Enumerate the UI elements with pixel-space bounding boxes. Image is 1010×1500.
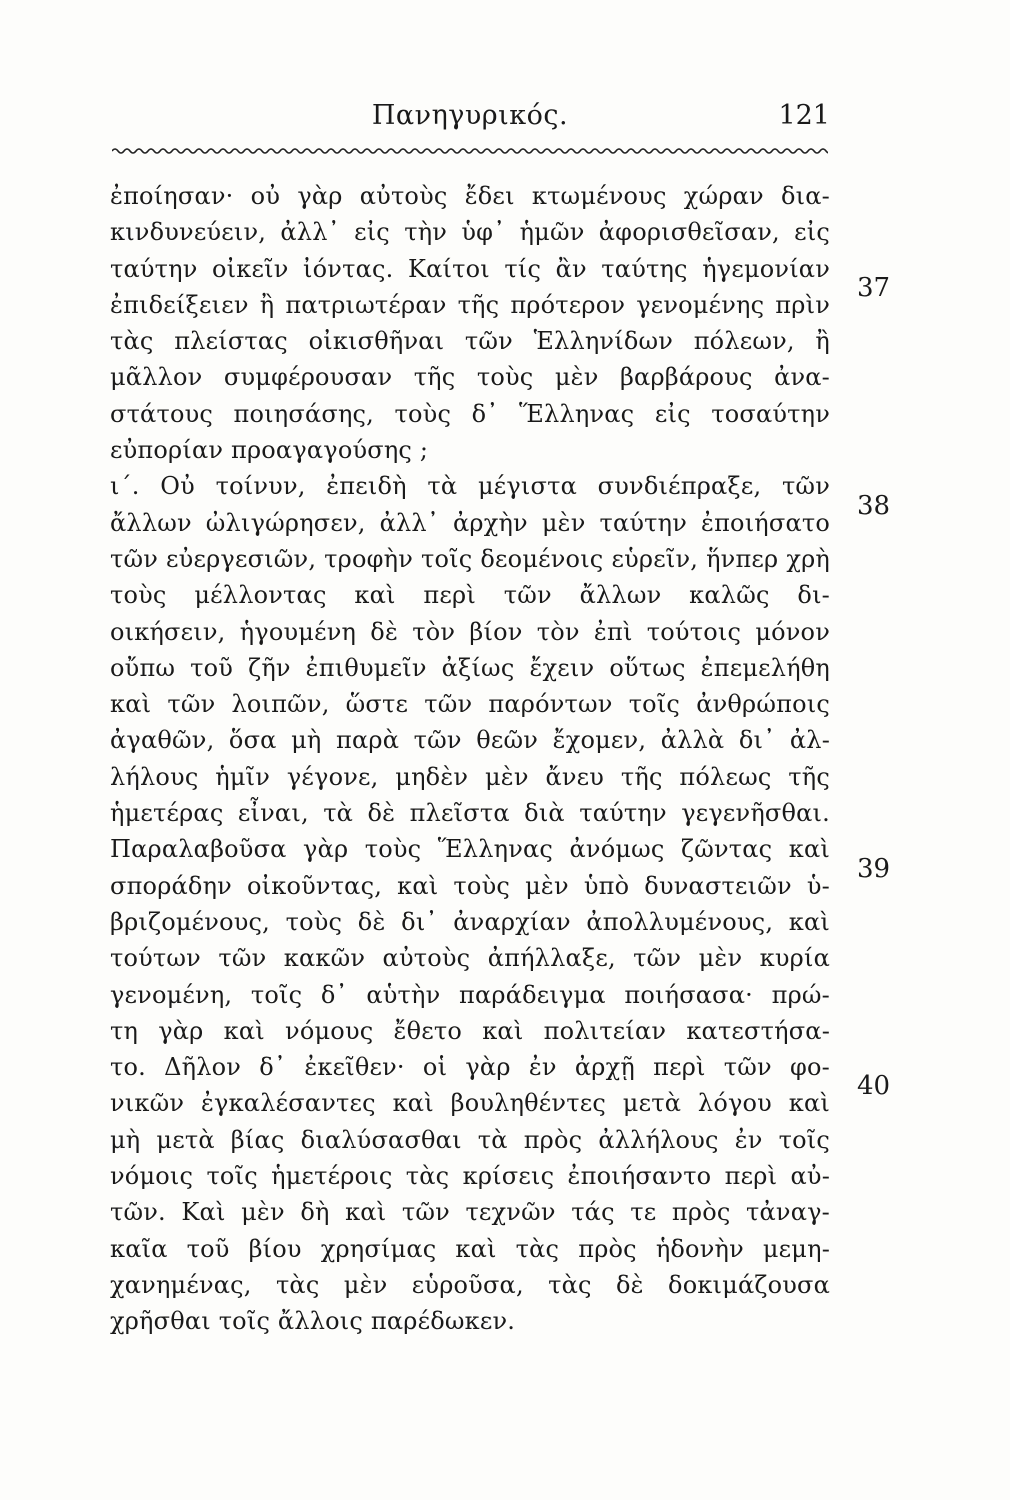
text-line: τη γὰρ καὶ νόμους ἔθετο καὶ πολιτείαν κατεστήσα- <box>110 1016 830 1045</box>
wavy-rule-ornament <box>112 145 828 157</box>
text-line: κινδυνεύειν, ἀλλ᾽ εἰς τὴν ὑφ᾽ ἡμῶν ἀφορισθεῖσαν, εἰς <box>110 218 830 247</box>
section-number: 37 <box>857 273 891 303</box>
text-line: χρῆσθαι τοῖς ἄλλοις παρέδωκεν. <box>110 1307 516 1336</box>
text-line: οὔπω τοῦ ζῆν ἐπιθυμεῖν ἀξίως ἔχειν οὕτως ἐπεμελήθη <box>110 653 830 682</box>
text-line: ἐπιδείξειεν ἢ πατριωτέραν τῆς πρότερον γενομένης πρὶν <box>110 290 830 319</box>
running-title: Πανηγυρικός. <box>371 100 569 131</box>
text-line: οικήσειν, ἡγουμένη δὲ τὸν βίον τὸν ἐπὶ τούτοις μόνον <box>110 617 830 646</box>
text-line: μὴ μετὰ βίας διαλύσασθαι τὰ πρὸς ἀλλήλους ἐν τοῖς <box>110 1125 830 1154</box>
text-line: λήλους ἡμῖν γέγονε, μηδὲν μὲν ἄνευ τῆς πόλεως τῆς <box>110 762 830 791</box>
text-line: στάτους ποιησάσης, τοὺς δ᾽ Ἕλληνας εἰς τοσαύτην <box>110 399 830 428</box>
running-head <box>110 100 830 140</box>
text-line: τῶν εὐεργεσιῶν, τροφὴν τοῖς δεομένοις εὑρεῖν, ἥνπερ χρὴ <box>110 544 830 573</box>
text-line: γενομένη, τοῖς δ᾽ αὑτὴν παράδειγμα ποιήσασα· πρώ- <box>110 980 830 1009</box>
section-number: 39 <box>857 854 891 884</box>
text-line: τῶν. Καὶ μὲν δὴ καὶ τῶν τεχνῶν τάς τε πρὸς τἀναγ- <box>110 1198 830 1227</box>
section-number: 38 <box>857 491 891 521</box>
section-number: 40 <box>857 1071 891 1101</box>
page-number: 121 <box>778 100 830 131</box>
text-line: νόμοις τοῖς ἡμετέροις τὰς κρίσεις ἐποιήσαντο περὶ αὐ- <box>110 1162 830 1191</box>
text-line: ι΄. Οὐ τοίνυν, ἐπειδὴ τὰ μέγιστα συνδιέπραξε, τῶν <box>110 472 830 501</box>
body-text <box>110 178 830 1340</box>
text-line: ταύτην οἰκεῖν ἰόντας. Καίτοι τίς ἂν ταύτης ἡγεμονίαν <box>110 254 830 283</box>
text-line: μᾶλλον συμφέρουσαν τῆς τοὺς μὲν βαρβάρους ἀνα- <box>110 363 830 392</box>
text-line: νικῶν ἐγκαλέσαντες καὶ βουληθέντες μετὰ λόγου καὶ <box>110 1089 830 1118</box>
text-line: ἄλλων ὠλιγώρησεν, ἀλλ᾽ ἀρχὴν μὲν ταύτην ἐποιήσατο <box>110 508 830 537</box>
text-line: τοὺς μέλλοντας καὶ περὶ τῶν ἄλλων καλῶς δι- <box>110 581 830 610</box>
text-line: καῖα τοῦ βίου χρησίμας καὶ τὰς πρὸς ἡδονὴν μεμη- <box>110 1234 830 1263</box>
text-line: τὰς πλείστας οἰκισθῆναι τῶν Ἑλληνίδων πόλεων, ἢ <box>110 327 830 356</box>
text-line: το. Δῆλον δ᾽ ἐκεῖθεν· οἱ γὰρ ἐν ἀρχῇ περὶ τῶν φο- <box>110 1053 830 1082</box>
text-line: χανημένας, τὰς μὲν εὑροῦσα, τὰς δὲ δοκιμάζουσα <box>110 1270 830 1299</box>
text-line: βριζομένους, τοὺς δὲ δι᾽ ἀναρχίαν ἀπολλυμένους, καὶ <box>110 907 830 936</box>
text-line: ἡμετέρας εἶναι, τὰ δὲ πλεῖστα διὰ ταύτην γεγενῆσθαι. <box>110 799 830 828</box>
text-line: σποράδην οἰκοῦντας, καὶ τοὺς μὲν ὑπὸ δυναστειῶν ὑ- <box>110 871 830 900</box>
text-line: ἀγαθῶν, ὅσα μὴ παρὰ τῶν θεῶν ἔχομεν, ἀλλὰ δι᾽ ἀλ- <box>110 726 830 755</box>
text-line: τούτων τῶν κακῶν αὐτοὺς ἀπήλλαξε, τῶν μὲν κυρία <box>110 944 830 973</box>
text-line: καὶ τῶν λοιπῶν, ὥστε τῶν παρόντων τοῖς ἀνθρώποις <box>110 690 830 719</box>
text-line: ἐποίησαν· οὐ γὰρ αὐτοὺς ἔδει κτωμένους χώραν δια- <box>110 182 830 210</box>
text-line: Παραλαβοῦσα γὰρ τοὺς Ἕλληνας ἀνόμως ζῶντας καὶ <box>110 835 830 864</box>
text-line: εὐπορίαν προαγαγούσης ; <box>110 436 429 465</box>
